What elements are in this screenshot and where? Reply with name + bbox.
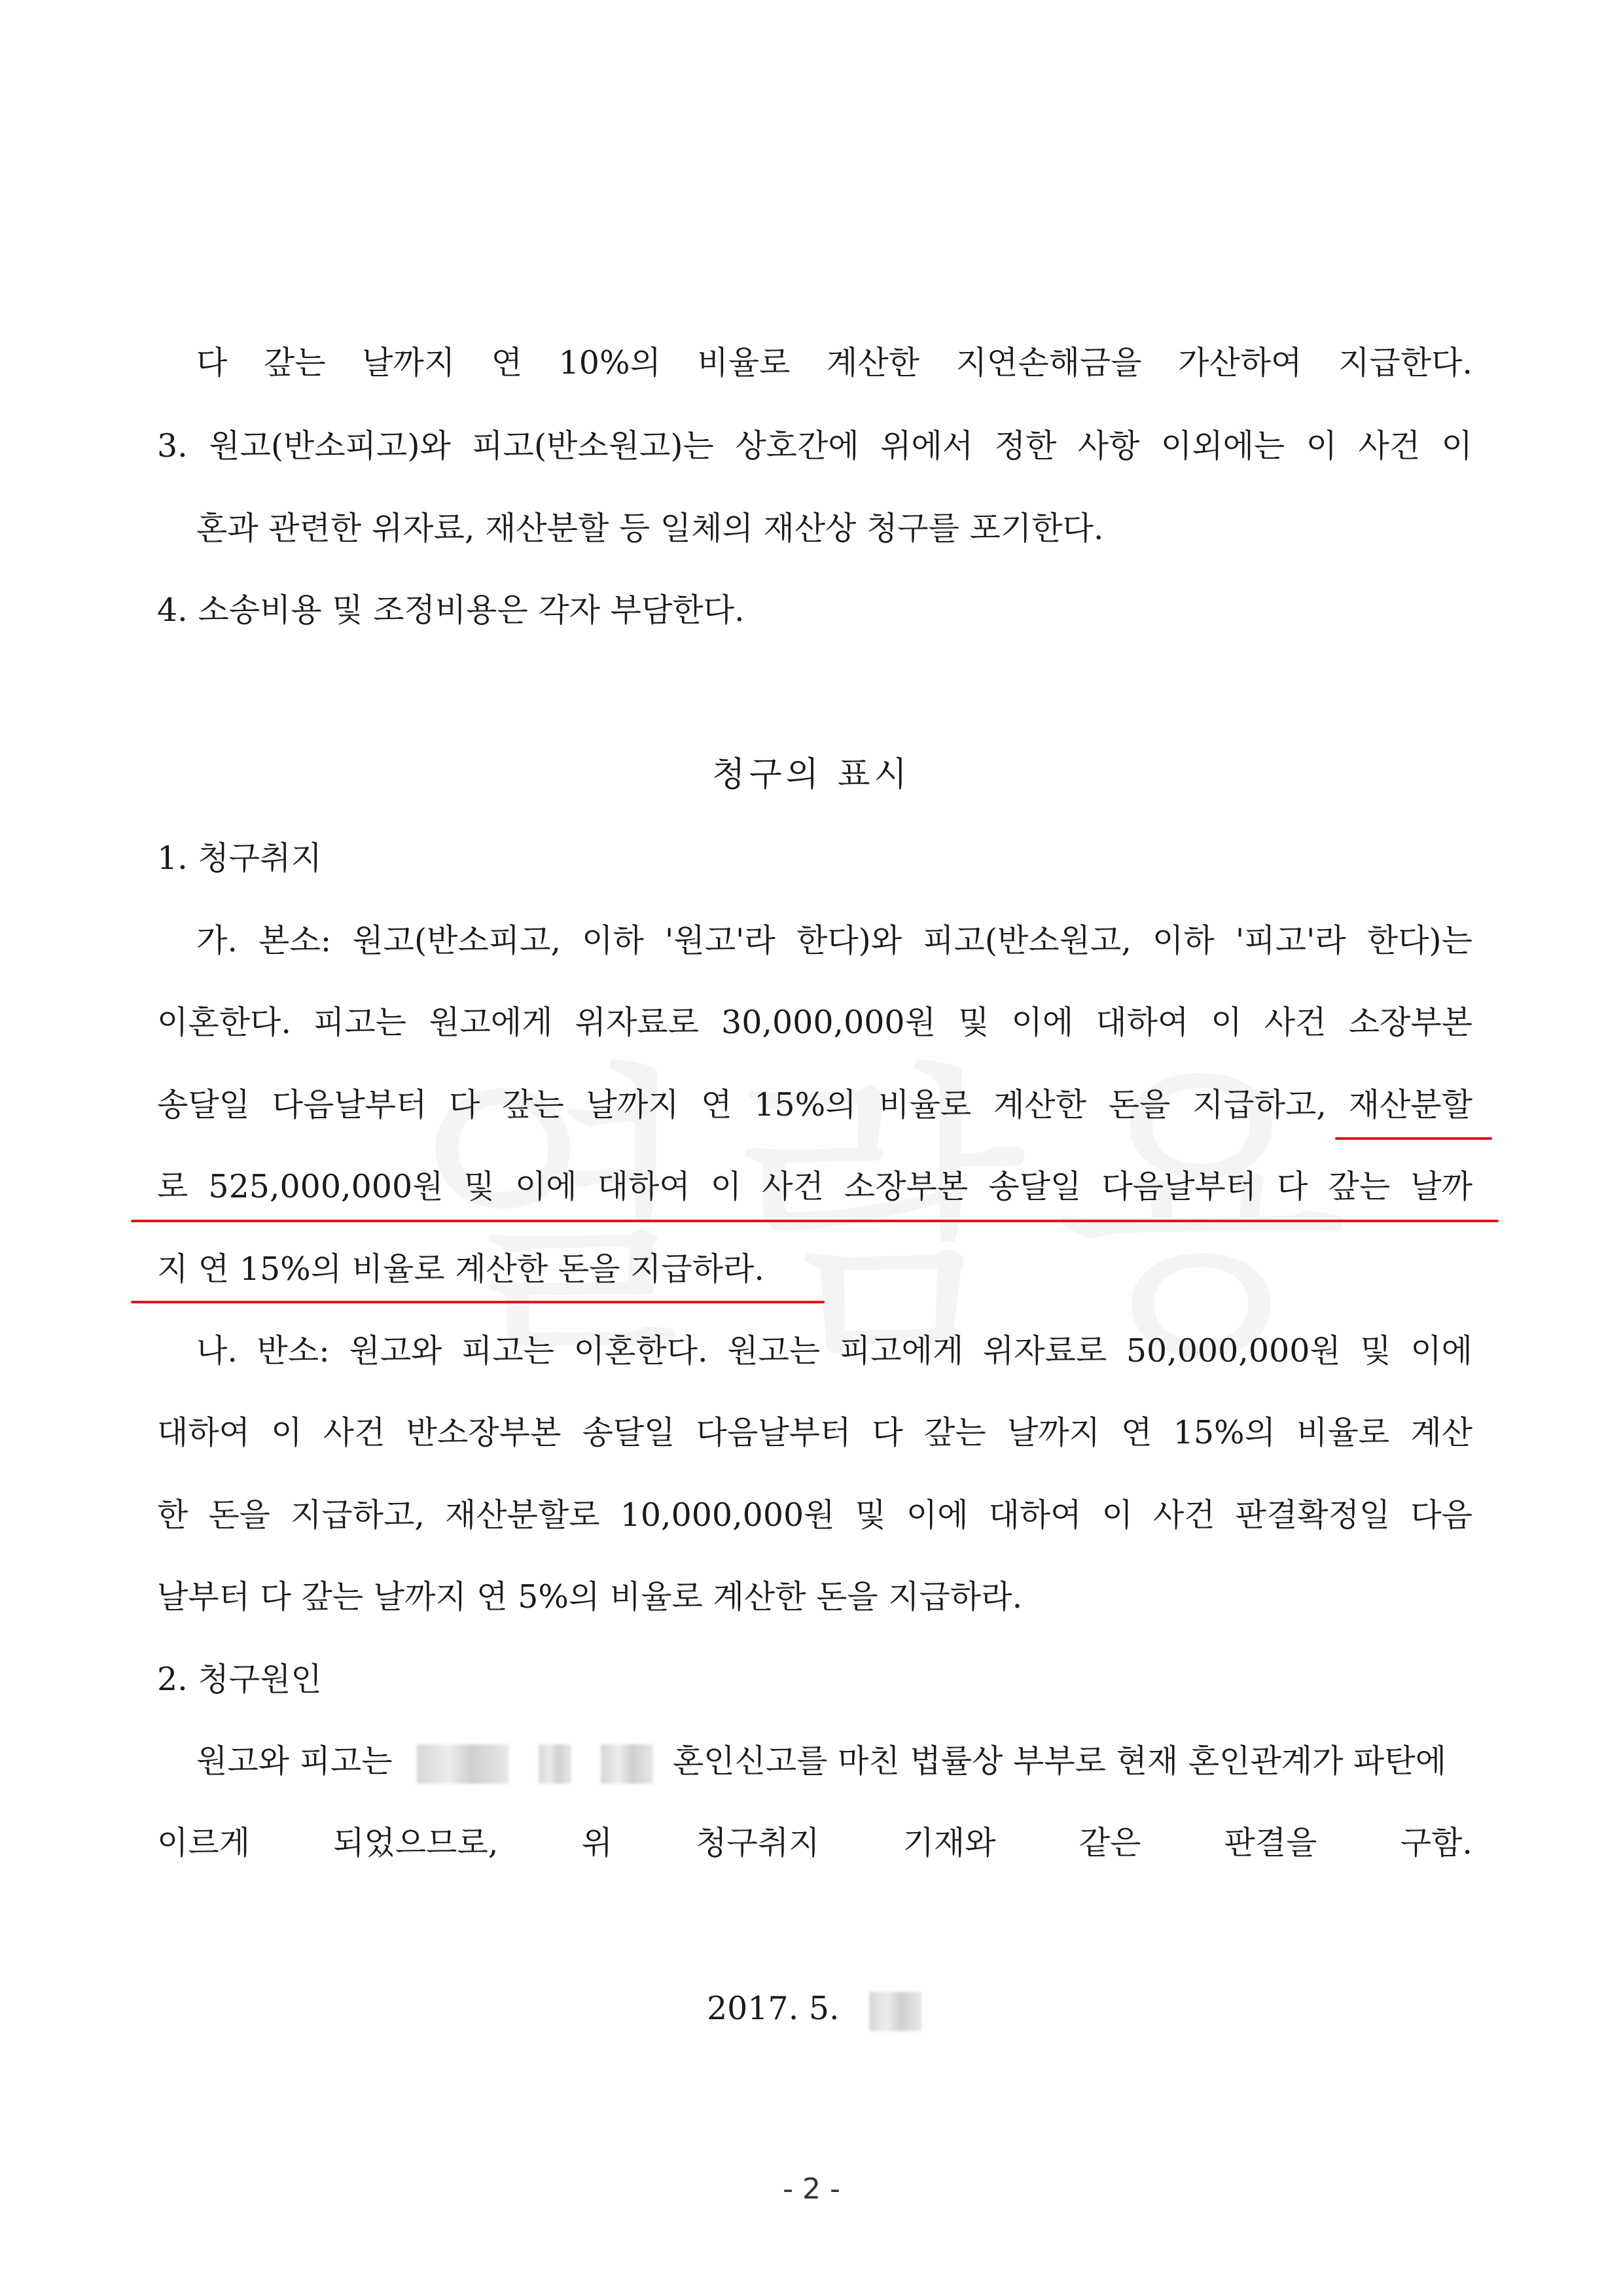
counterclaim-line-4: 날부터 다 갚는 날까지 연 5%의 비율로 계산한 돈을 지급하라. — [157, 1578, 1023, 1616]
claim-main-line-4: 로 525,000,000원 및 이에 대하여 이 사건 소장부본 송달일 다음날부터 다 갚는 날까 — [157, 1168, 1472, 1205]
red-underline-3 — [131, 1301, 825, 1303]
redacted-date-month — [539, 1744, 571, 1784]
item-3-line-1: 3. 원고(반소피고)와 피고(반소원고)는 상호간에 위에서 정한 사항 이외에는 이 사건 이 — [157, 427, 1472, 465]
claim-cause-line-2: 이르게 되었으므로, 위 청구취지 기재와 같은 판결을 구함. — [157, 1824, 1472, 1862]
claim-purpose-heading: 1. 청구취지 — [157, 839, 322, 877]
date-text: 2017. 5. — [707, 1990, 840, 2027]
claim-cause-prefix: 원고와 피고는 — [196, 1742, 393, 1780]
redacted-date-day — [601, 1744, 653, 1784]
claim-cause-suffix: 혼인신고를 마친 법률상 부부로 현재 혼인관계가 파탄에 — [672, 1742, 1447, 1780]
counterclaim-line-2: 대하여 이 사건 반소장부본 송달일 다음날부터 다 갚는 날까지 연 15%의 비율로 계산 — [157, 1414, 1472, 1451]
counterclaim-line-3: 한 돈을 지급하고, 재산분할로 10,000,000원 및 이에 대하여 이 사건 판결확정일 다음 — [157, 1496, 1472, 1534]
claim-cause-heading: 2. 청구원인 — [157, 1661, 322, 1698]
claim-main-line-5: 지 연 15%의 비율로 계산한 돈을 지급하라. — [157, 1250, 764, 1288]
red-underline-2 — [131, 1220, 1499, 1222]
redacted-date-year — [417, 1744, 508, 1784]
claim-main-line-1: 가. 본소: 원고(반소피고, 이하 '원고'라 한다)와 피고(반소원고, 이하 '피고'라 한다)는 — [196, 922, 1472, 959]
claim-cause-line-1 — [196, 1742, 1472, 1784]
text-line-1: 다 갚는 날까지 연 10%의 비율로 계산한 지연손해금을 가산하여 지급한다. — [196, 344, 1472, 381]
red-underline-1 — [1335, 1137, 1492, 1140]
page-number: - 2 - — [783, 2172, 840, 2206]
redacted-day — [869, 1992, 921, 2031]
counterclaim-line-1: 나. 반소: 원고와 피고는 이혼한다. 원고는 피고에게 위자료로 50,000,000원 및 이에 — [196, 1332, 1472, 1369]
item-3-line-2: 혼과 관련한 위자료, 재산분할 등 일체의 재산상 청구를 포기한다. — [196, 510, 1104, 547]
item-4: 4. 소송비용 및 조정비용은 각자 부담한다. — [157, 592, 745, 629]
section-heading: 청구의 표시 — [712, 755, 911, 794]
document-date — [707, 1989, 1034, 2031]
claim-main-line-3: 송달일 다음날부터 다 갚는 날까지 연 15%의 비율로 계산한 돈을 지급하고, 재산분할 — [157, 1086, 1472, 1123]
claim-main-line-2: 이혼한다. 피고는 원고에게 위자료로 30,000,000원 및 이에 대하여 이 사건 소장부본 — [157, 1004, 1472, 1041]
